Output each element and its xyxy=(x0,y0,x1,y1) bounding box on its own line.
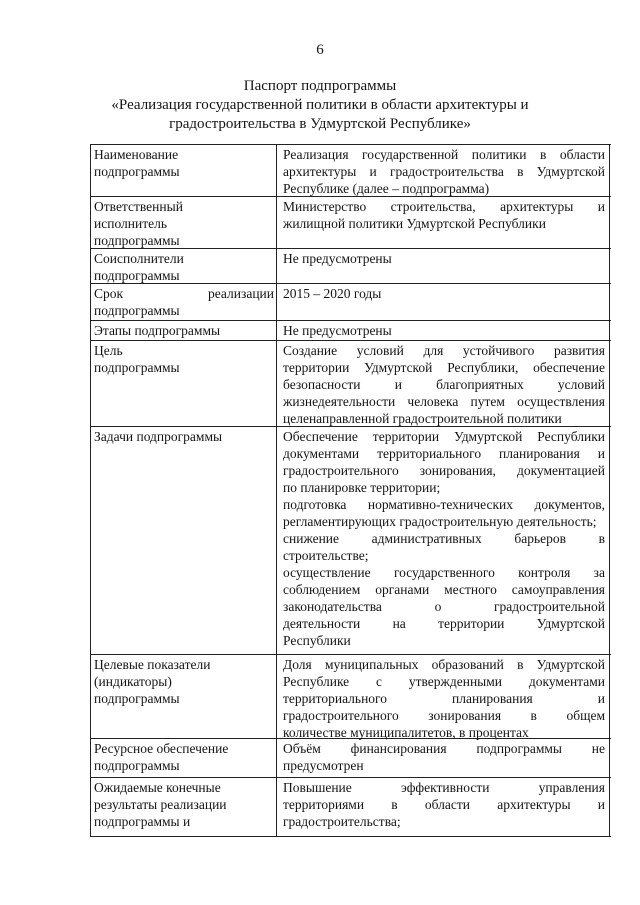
table-row xyxy=(91,284,611,321)
row-value-line: Республике с утвержденными документами xyxy=(283,674,605,689)
row-label xyxy=(94,740,274,774)
row-value-line: Создание условий для устойчивого развития xyxy=(283,343,605,358)
row-value-line: законодательства о градостроительной xyxy=(283,599,605,614)
row-value-line: снижение административных барьеров в xyxy=(283,531,605,546)
table-row xyxy=(91,739,611,778)
row-value xyxy=(283,322,605,339)
row-value-line: безопасности и благоприятных условий xyxy=(283,377,605,392)
row-value-line: территориального планирования и xyxy=(283,691,605,706)
page-number: 6 xyxy=(316,42,324,58)
row-value-line: территориями в области архитектуры и xyxy=(283,797,605,812)
row-label-line: подпрограммы xyxy=(94,758,180,773)
row-value-line: Повышение эффективности управления xyxy=(283,780,605,795)
table-row xyxy=(91,197,611,249)
row-value-line: жилищной политики Удмуртской Республики xyxy=(283,216,546,231)
row-value-line: градостроительства; xyxy=(283,814,401,829)
row-value-line: Реализация государственной политики в области xyxy=(283,147,605,162)
row-label-line: Соисполнители xyxy=(94,251,184,266)
table-row xyxy=(91,341,611,427)
row-value-line: Объём финансирования подпрограммы не xyxy=(283,741,605,756)
row-value xyxy=(283,779,605,830)
row-label-line: исполнитель xyxy=(94,216,167,231)
row-label-line: Этапы подпрограммы xyxy=(94,323,221,338)
row-label-line: подпрограммы xyxy=(94,233,180,248)
row-label-line: Ожидаемые конечные xyxy=(94,780,221,795)
row-label-line: подпрограммы xyxy=(94,691,180,706)
row-value-line: количестве муниципалитетов, в процентах xyxy=(283,725,529,740)
row-label-line: подпрограммы xyxy=(94,268,180,283)
row-value-line: деятельности на территории Удмуртской xyxy=(283,616,605,631)
row-value-line: регламентирующих градостроительную деятельность; xyxy=(283,514,597,529)
row-value-line: документами территориального планирования и xyxy=(283,446,605,461)
row-value xyxy=(283,428,605,649)
row-label-line: подпрограммы и xyxy=(94,814,191,829)
table-row xyxy=(91,321,611,341)
document-title-line-3: градостроительства в Удмуртской Республике» xyxy=(169,116,471,132)
table-row xyxy=(91,249,611,284)
row-label-line: Цель xyxy=(94,343,123,358)
row-label-line: (индикаторы) xyxy=(94,674,172,689)
row-value-line: территории Удмуртской Республики, обеспечение xyxy=(283,360,605,375)
document-title-line-1: Паспорт подпрограммы xyxy=(243,78,397,94)
row-value xyxy=(283,198,605,232)
row-value xyxy=(283,250,605,267)
row-value-line: соблюдением органами местного самоуправления xyxy=(283,582,605,597)
row-label xyxy=(94,342,274,376)
row-label xyxy=(94,656,274,707)
row-value xyxy=(283,146,605,197)
row-label xyxy=(94,250,274,284)
row-label-line: Срок реализации xyxy=(94,286,274,301)
row-value-line: 2015 – 2020 годы xyxy=(283,286,382,301)
row-label xyxy=(94,198,274,249)
row-label xyxy=(94,322,274,339)
table-row xyxy=(91,145,611,197)
table-row xyxy=(91,655,611,739)
table-row xyxy=(91,778,611,837)
row-label xyxy=(94,428,274,445)
row-value-line: Обеспечение территории Удмуртской Республики xyxy=(283,429,605,444)
row-value-line: подготовка нормативно-технических документов, xyxy=(283,497,605,512)
row-label-line: Целевые показатели xyxy=(94,657,211,672)
row-value xyxy=(283,740,605,774)
row-value-line: предусмотрен xyxy=(283,758,364,773)
row-value-line: градостроительного зонирования, документацией xyxy=(283,463,605,478)
row-label-line: результаты реализации xyxy=(94,797,227,812)
passport-table xyxy=(90,144,611,837)
row-value-line: градостроительного зонирования в общем xyxy=(283,708,605,723)
row-value-line: архитектуры и градостроительства в Удмуртской xyxy=(283,164,605,179)
row-label-line: Задачи подпрограммы xyxy=(94,429,223,444)
row-value-line: Республике (далее – подпрограмма) xyxy=(283,181,490,196)
row-value-line: Доля муниципальных образований в Удмуртской xyxy=(283,657,605,672)
row-value-line: строительстве; xyxy=(283,548,369,563)
row-value xyxy=(283,285,605,302)
row-label xyxy=(94,779,274,830)
row-value-line: Не предусмотрены xyxy=(283,323,392,338)
row-label-line: подпрограммы xyxy=(94,164,180,179)
table-row xyxy=(91,427,611,655)
row-value-line: Министерство строительства, архитектуры и xyxy=(283,199,605,214)
document-title-line-2: «Реализация государственной политики в области архитектуры и xyxy=(111,97,529,113)
row-label xyxy=(94,146,274,180)
row-value xyxy=(283,342,605,427)
row-label xyxy=(94,285,274,319)
row-value-line: осуществление государственного контроля за xyxy=(283,565,605,580)
row-value-line: жизнедеятельности человека путем осуществления xyxy=(283,394,605,409)
row-value xyxy=(283,656,605,741)
row-value-line: целенаправленной градостроительной политики xyxy=(283,411,562,426)
row-label-line: Ресурсное обеспечение xyxy=(94,741,229,756)
row-value-line: по планировке территории; xyxy=(283,480,441,495)
row-value-line: Не предусмотрены xyxy=(283,251,392,266)
row-label-line: подпрограммы xyxy=(94,303,180,318)
row-label-line: Ответственный xyxy=(94,199,183,214)
row-value-line: Республики xyxy=(283,633,351,648)
row-label-line: Наименование xyxy=(94,147,179,162)
row-label-line: подпрограммы xyxy=(94,360,180,375)
